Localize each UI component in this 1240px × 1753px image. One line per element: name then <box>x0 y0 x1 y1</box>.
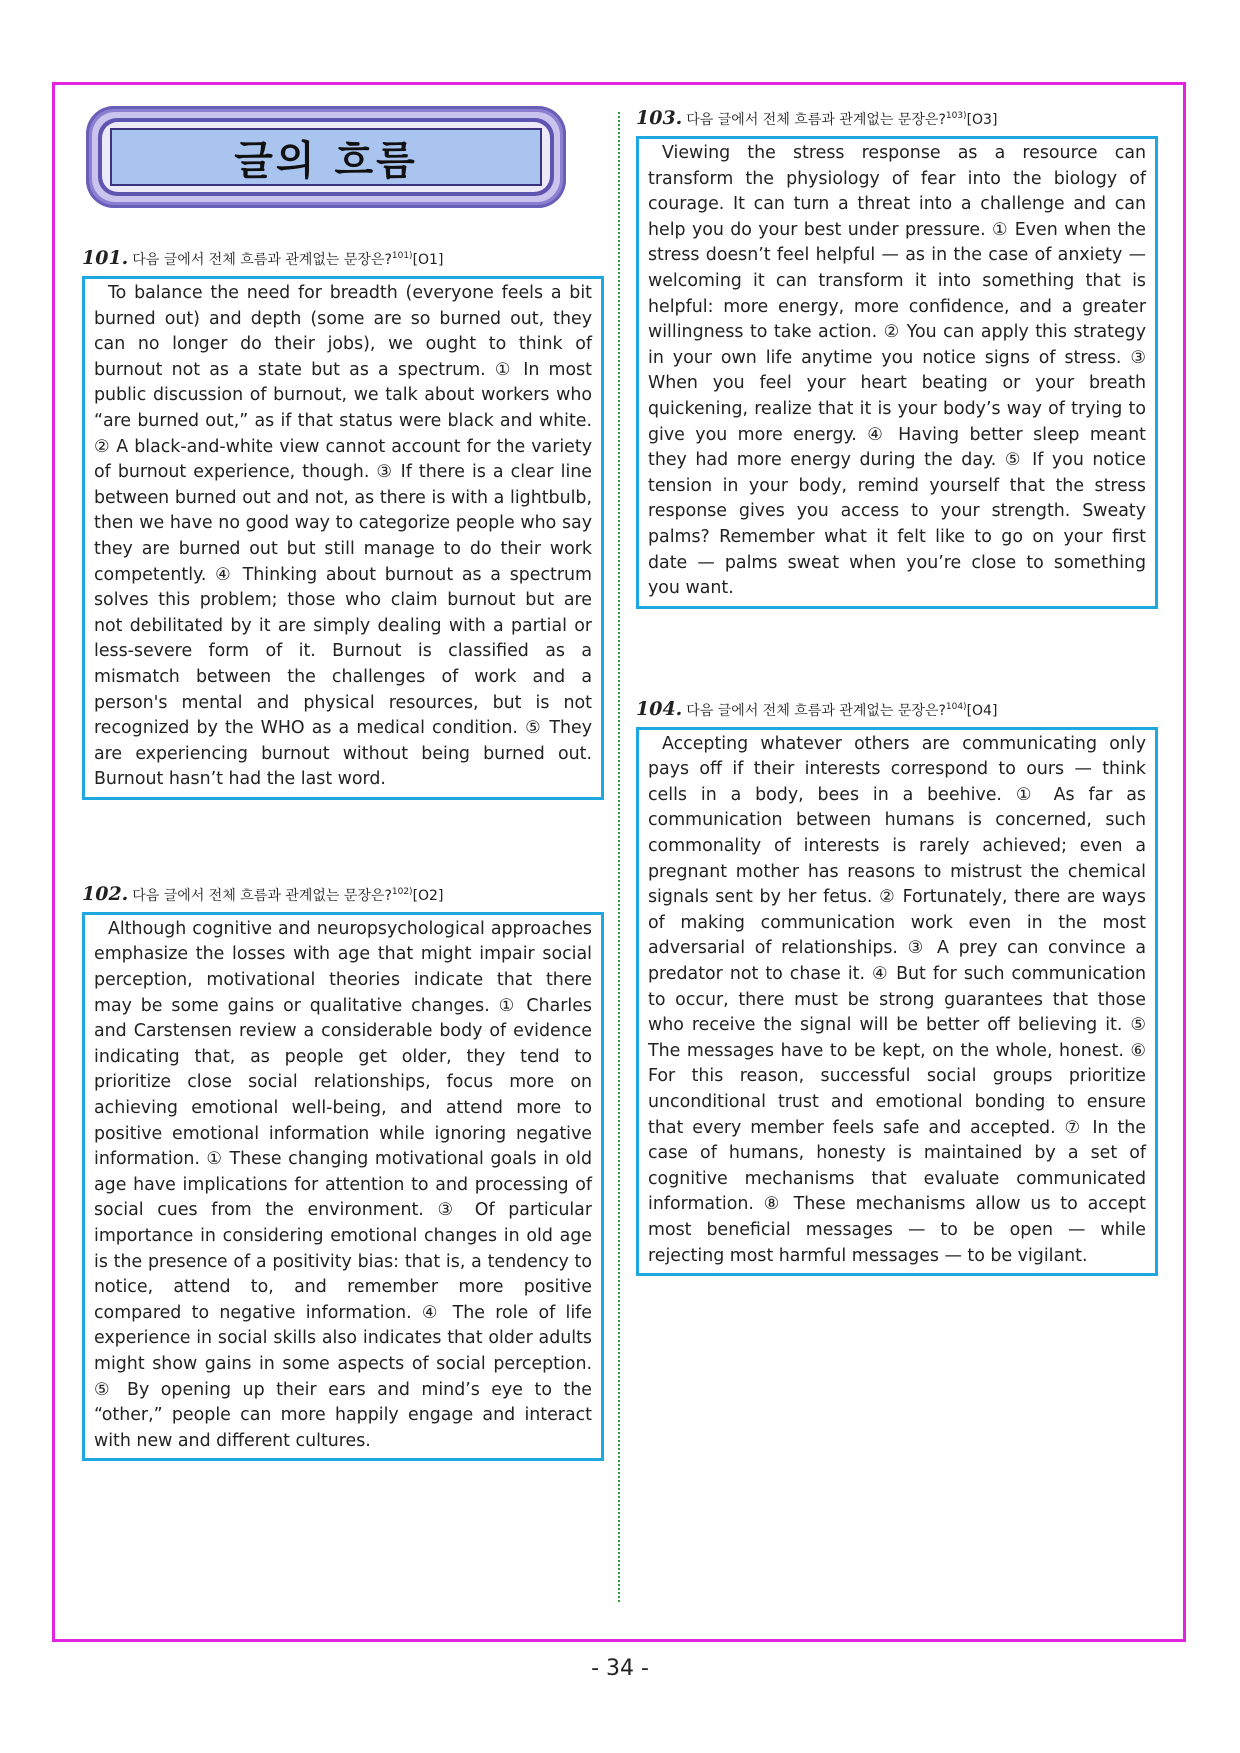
page-title: 글의 흐름 <box>234 137 418 184</box>
question-code: [O1] <box>412 252 444 268</box>
question-code-sup: 103) <box>945 111 967 121</box>
page-number: - 34 - <box>591 1656 649 1681</box>
left-column <box>82 106 604 1461</box>
question-code-sup: 102) <box>391 886 413 897</box>
question-code: [O2] <box>412 887 444 904</box>
question-102-heading <box>82 882 604 906</box>
question-prompt: 다음 글에서 전체 흐름과 관계없는 문장은? <box>132 887 392 904</box>
question-number: 103. <box>636 107 683 129</box>
question-code: [O4] <box>966 702 998 719</box>
question-prompt: 다음 글에서 전체 흐름과 관계없는 문장은? <box>686 112 946 128</box>
question-104-heading <box>636 697 1158 721</box>
question-number: 101. <box>82 247 129 269</box>
question-number: 102. <box>82 882 129 905</box>
right-column <box>636 106 1158 1276</box>
question-code-sup: 101) <box>391 251 413 261</box>
title-banner <box>86 106 566 208</box>
passage-103: Viewing the stress response as a resource can transform the physiology of fear into the biology of courage. It can turn a threat into a challenge and can help you do your best under pressure. ① Even when the stress doesn’t feel helpful — as in the case of anxiety — welcoming it can transform it into something that is helpful: more energy, more confidence, and a greater willingness to take action. ② You can apply this strategy in your own life anytime you notice signs of stress. ③ When you feel your heart beating or your breath quickening, realize that it is your body’s way of trying to give you more energy. ④ Having better sleep meant they had more energy during the day. ⑤ If you notice tension in your body, remind yourself that the stress response gives you access to your strength. Sweaty palms? Remember what it felt like to go on your first date — palms sweat when you’re close to something you want. <box>636 136 1158 609</box>
question-101-heading <box>82 246 604 270</box>
passage-104: Accepting whatever others are communicating only pays off if their interests correspond to ours — think cells in a body, bees in a beehive. ① As far as communication between humans is concerned, such commonality of interests is rarely achieved; even a pregnant mother has reasons to mistrust the chemical signals sent by her fetus. ② Fortunately, there are ways of making communication work even in the most adversarial of relationships. ③ A prey can convince a predator not to chase it. ④ But for such communication to occur, there must be strong guarantees that those who receive the signal will be better off believing it. ⑤ The messages have to be kept, on the whole, honest. ⑥ For this reason, successful social groups prioritize unconditional trust and emotional bonding to ensure that every member feels safe and accepted. ⑦ In the case of humans, honesty is maintained by a set of cognitive mechanisms that evaluate communicated information. ⑧ These mechanisms allow us to accept most beneficial messages — to be open — while rejecting most harmful messages — to be vigilant. <box>636 727 1158 1276</box>
question-code-sup: 104) <box>945 701 967 712</box>
passage-102: Although cognitive and neuropsychological approaches emphasize the losses with age that might impair social perception, motivational theories indicate that there may be some gains or qualitative changes. ① Charles and Carstensen review a considerable body of evidence indicating that, as people get older, they tend to prioritize close social relationships, focus more on achieving emotional well-being, and attend more to positive emotional information while ignoring negative information. ① These changing motivational goals in old age have implications for attention to and processing of social cues from the environment. ③ Of particular importance in considering emotional changes in old age is the presence of a positivity bias: that is, a tendency to notice, attend to, and remember more positive compared to negative information. ④ The role of life experience in social skills also indicates that older adults might show gains in some aspects of social perception. ⑤ By opening up their ears and mind’s eye to the “other,” people can more happily engage and interact with new and different cultures. <box>82 912 604 1461</box>
question-prompt: 다음 글에서 전체 흐름과 관계없는 문장은? <box>686 702 946 719</box>
column-divider <box>618 112 620 1602</box>
question-103-heading <box>636 106 1158 130</box>
passage-101: To balance the need for breadth (everyone feels a bit burned out) and depth (some are so burned out, they can no longer do their jobs), we ought to think of burnout not as a state but as a spectrum. ① In most public discussion of burnout, we talk about workers who “are burned out,” as if that status were black and white. ② A black-and-white view cannot account for the variety of burnout experience, though. ③ If there is a clear line between burned out and not, as there is with a lightbulb, then we have no good way to categorize people who say they are burned out but still manage to do their work competently. ④ Thinking about burnout as a spectrum solves this problem; those who claim burnout but are not debilitated by it are simply dealing with a partial or less-severe form of it. Burnout is classified as a mismatch between the challenges of work and a person's mental and physical resources, but is not recognized by the WHO as a medical condition. ⑤ They are experiencing burnout without being burned out. Burnout hasn’t had the last word. <box>82 276 604 800</box>
question-code: [O3] <box>966 112 998 128</box>
question-prompt: 다음 글에서 전체 흐름과 관계없는 문장은? <box>132 252 392 268</box>
question-number: 104. <box>636 697 683 720</box>
